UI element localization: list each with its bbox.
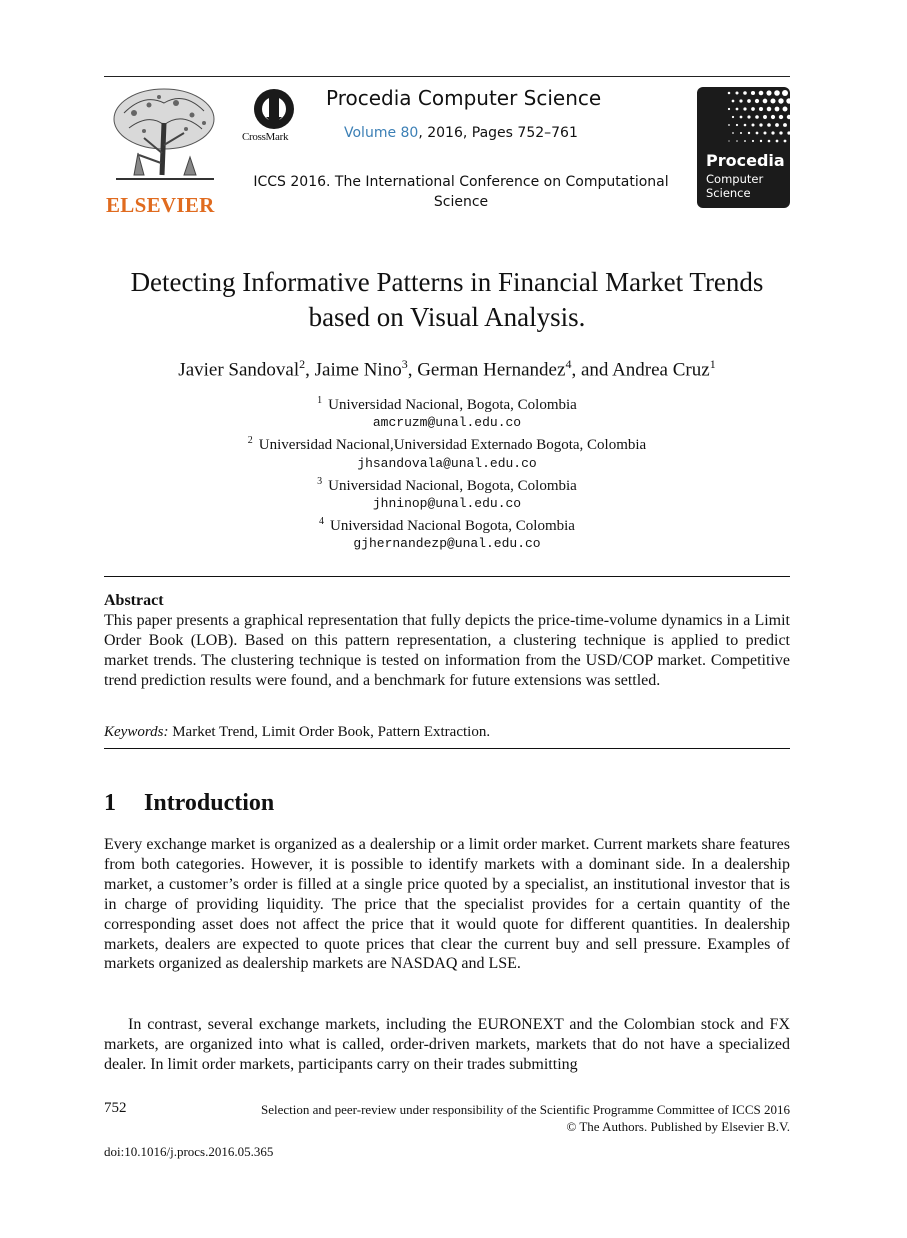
affiliation-name: Universidad Nacional, Bogota, Colombia	[328, 397, 577, 413]
logo-dot	[739, 99, 742, 102]
logo-dot	[787, 131, 790, 134]
logo-dot	[744, 124, 747, 127]
logo-dot	[760, 140, 762, 142]
abstract-top-rule	[104, 576, 790, 577]
keywords-label: Keywords:	[104, 724, 169, 740]
keywords	[104, 722, 790, 742]
conference-line-1: ICCS 2016. The International Conference on Computational	[253, 174, 669, 190]
author-separator: ,	[407, 359, 418, 381]
author-name: German Hernandez	[417, 359, 566, 381]
logo-dot	[771, 131, 774, 134]
logo-dot	[743, 91, 747, 95]
author-list	[104, 352, 790, 382]
volume-info	[344, 125, 578, 141]
author-name: Jaime Nino	[314, 359, 402, 381]
logo-dot	[783, 123, 787, 127]
affiliation-number: 1	[317, 395, 323, 406]
author-separator: , and	[571, 359, 613, 381]
crossmark-label: CrossMark	[242, 131, 289, 143]
footer-note-line-1: Selection and peer-review under responsibility of the Scientific Programme Committee of ICCS 2016	[260, 1102, 790, 1117]
elsevier-wordmark: ELSEVIER	[106, 193, 215, 217]
logo-dot	[776, 140, 779, 143]
abstract-bottom-rule	[104, 748, 790, 749]
affiliation	[104, 392, 790, 414]
author-separator: ,	[305, 359, 315, 381]
journal-title[interactable]: Procedia Computer Science	[326, 86, 602, 110]
affiliation-email[interactable]: amcruzm@unal.edu.co	[372, 415, 522, 431]
logo-dot	[728, 140, 729, 141]
logo-dot	[735, 91, 738, 94]
logo-dot	[763, 115, 767, 119]
logo-dot	[736, 124, 738, 126]
author-affiliation-mark: 3	[401, 357, 408, 371]
author-affiliation-mark: 2	[299, 357, 306, 371]
logo-dot	[732, 100, 735, 103]
logo-dot	[740, 116, 743, 119]
paper-title-line-2: based on Visual Analysis.	[308, 302, 586, 332]
affiliation-email[interactable]: jhninop@unal.edu.co	[372, 496, 522, 512]
logo-dot	[767, 107, 772, 112]
conference-name	[244, 172, 678, 212]
logo-dot	[779, 131, 782, 134]
volume-pages: , 2016, Pages 752–761	[418, 125, 578, 141]
logo-dot	[766, 90, 771, 95]
logo-dot	[759, 107, 763, 111]
logo-dot	[784, 140, 787, 143]
logo-dot	[748, 132, 750, 134]
logo-dot	[728, 92, 731, 95]
logo-dot	[747, 115, 750, 118]
volume-link[interactable]: Volume 80	[344, 125, 419, 141]
procedia-logo-sub-2: Science	[706, 186, 751, 200]
logo-dot	[728, 124, 730, 126]
logo-dot	[771, 115, 775, 119]
affiliation	[104, 432, 790, 454]
logo-dot	[768, 140, 771, 143]
logo-dot	[782, 90, 788, 96]
elsevier-tree-icon	[104, 83, 226, 188]
logo-dot	[747, 99, 751, 103]
section-title: Introduction	[144, 790, 275, 816]
keywords-text: Market Trend, Limit Order Book, Pattern Extraction.	[168, 724, 491, 740]
logo-dot	[778, 98, 783, 103]
logo-dot	[763, 99, 768, 104]
doi-link[interactable]: doi:10.1016/j.procs.2016.05.365	[104, 1144, 274, 1159]
logo-dot	[764, 132, 767, 135]
author-affiliation-mark: 1	[709, 357, 716, 371]
affiliation-list	[104, 392, 790, 554]
journal-header	[104, 76, 790, 217]
logo-dot	[740, 132, 742, 134]
paper-title-line-1: Detecting Informative Patterns in Financial Market Trends	[130, 267, 764, 297]
dot-pattern-icon	[697, 87, 790, 157]
logo-dot	[759, 123, 762, 126]
page-number: 752	[104, 1100, 127, 1116]
conference-line-2: Science	[433, 194, 489, 210]
logo-dot	[756, 132, 759, 135]
logo-dot	[736, 140, 738, 142]
logo-dot	[732, 116, 734, 118]
logo-dot	[775, 123, 779, 127]
logo-dot	[759, 91, 764, 96]
affiliation-name: Universidad Nacional,Universidad Externado Bogota, Colombia	[258, 437, 647, 454]
procedia-logo-subtitle	[706, 172, 763, 200]
logo-dot	[755, 99, 759, 103]
logo-dot	[743, 107, 746, 110]
affiliation-email[interactable]: gjhernandezp@unal.edu.co	[353, 536, 541, 552]
affiliation	[104, 513, 790, 535]
abstract-heading: Abstract	[104, 592, 164, 609]
section-number: 1	[104, 790, 116, 816]
footer-note-line-2: © The Authors. Published by Elsevier B.V.	[566, 1119, 790, 1134]
logo-dot	[751, 107, 755, 111]
abstract-text: This paper presents a graphical representation that fully depicts the price-time-volume dynamics in a Limit Order Book (LOB). Based on this pattern representation, a clustering technique is applied to predict market trends. The clustering technique is tested on information from the USD/COP market. Competitive trend prediction results were found, and a benchmark for future extensions was settled.	[104, 612, 790, 689]
affiliation-name: Universidad Nacional, Bogota, Colombia	[328, 477, 577, 494]
affiliation-email[interactable]: jhsandovala@unal.edu.co	[357, 455, 537, 471]
logo-dot	[779, 115, 783, 119]
logo-dot	[775, 107, 780, 112]
logo-dot	[752, 124, 755, 127]
affiliation	[104, 473, 790, 495]
logo-dot	[736, 108, 739, 111]
paper-title	[104, 265, 790, 335]
logo-dot	[774, 90, 780, 96]
procedia-logo-word: Procedia	[706, 151, 785, 170]
section-heading-introduction	[104, 788, 274, 818]
logo-dot	[732, 132, 734, 134]
author-affiliation-mark: 4	[565, 357, 572, 371]
logo-dot	[783, 107, 788, 112]
affiliation-name: Universidad Nacional Bogota, Colombia	[330, 518, 575, 535]
affiliation-number: 2	[247, 435, 253, 447]
logo-dot	[744, 140, 746, 142]
abstract-section	[104, 591, 790, 691]
procedia-logo	[697, 87, 790, 208]
affiliation-number: 3	[317, 475, 323, 487]
procedia-logo-sub-1: Computer	[706, 172, 764, 186]
elsevier-tree-logo	[104, 83, 226, 217]
footer-note	[160, 1101, 790, 1135]
logo-dot	[767, 123, 771, 127]
logo-dot	[728, 108, 730, 110]
intro-paragraph-2: In contrast, several exchange markets, including the EURONEXT and the Colombian stock and FX markets, are organized into what is called, order-driven markets, markets that do not have a specialized dealer. In limit order markets, participants carry on their trades submitting	[104, 1016, 790, 1073]
logo-dot	[751, 91, 755, 95]
logo-dot	[787, 115, 790, 119]
affiliation-number: 4	[319, 516, 325, 528]
crossmark-icon	[252, 87, 296, 131]
logo-dot	[770, 98, 775, 103]
author-name: Javier Sandoval	[178, 359, 300, 381]
intro-paragraph-1: Every exchange market is organized as a dealership or a limit order market. Current markets share features from both categories. However, it is possible to identify markets with a dominant side. In a dealership market, a customer’s order is filled at a single price quoted by a specialist, an institutional investor that is in charge of providing liquidity. The price that the specialist provides for a certain quantity of the corresponding asset does not affect the price that it would quote for different quantities. In dealership markets, dealers are expected to quote prices that clear the current buy and sell pressure. Examples of markets organized as dealership markets are NASDAQ and LSE.	[104, 836, 790, 973]
logo-dot	[752, 140, 754, 142]
logo-dot	[786, 98, 790, 103]
author-name: Andrea Cruz	[612, 359, 710, 381]
logo-dot	[755, 115, 759, 119]
